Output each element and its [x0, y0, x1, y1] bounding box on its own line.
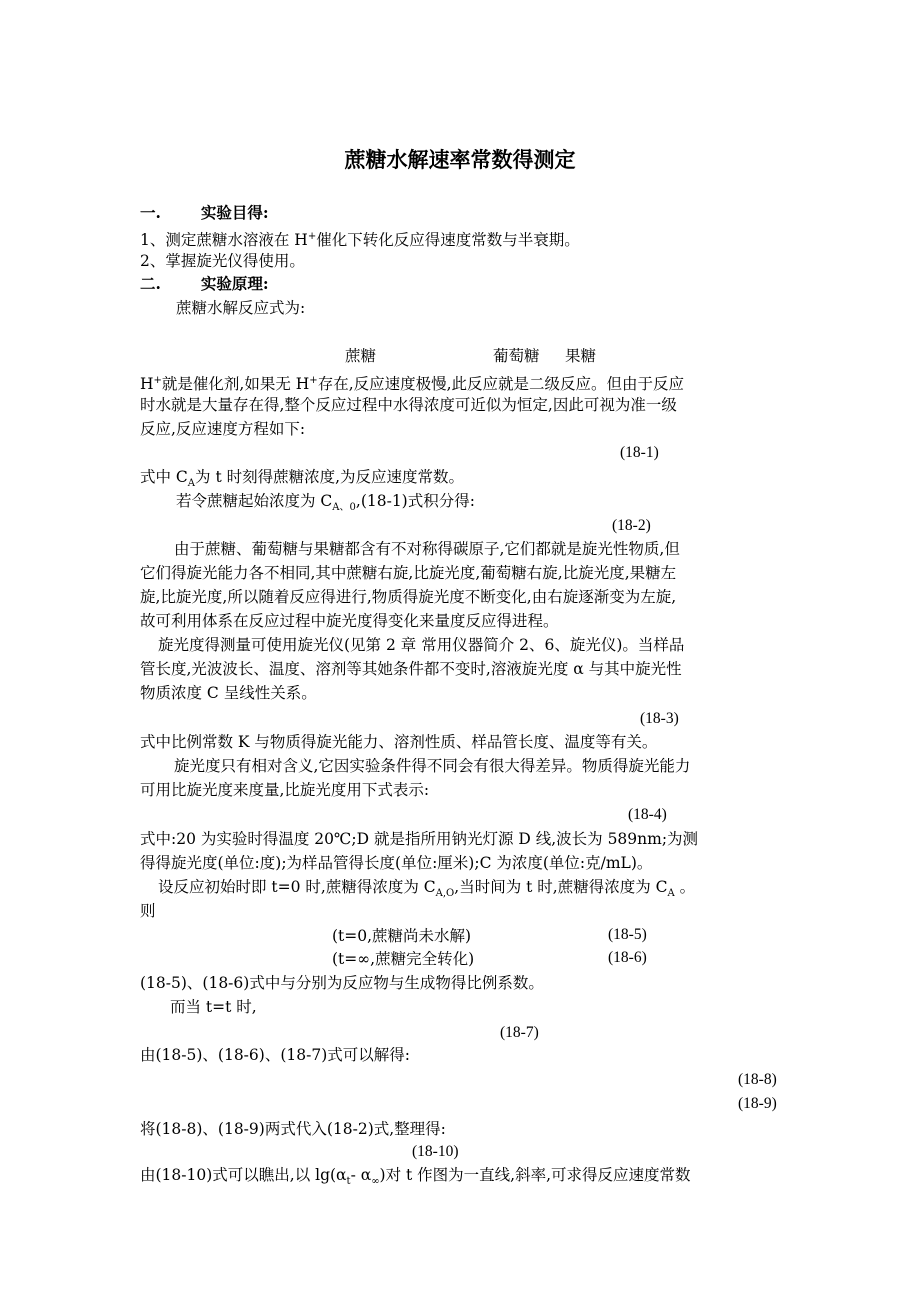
- p9-sub-a: A,O: [435, 888, 455, 900]
- paragraph-10: (18-5)、(18-6)式中与分别为反应物与生成物得比例系数。: [140, 974, 544, 992]
- product-fructose: 果糖: [565, 347, 597, 365]
- p14-text-b: - α: [350, 1166, 372, 1184]
- p14-sub-b: ∞: [371, 1176, 380, 1188]
- paragraph-4-line-1: 由于蔗糖、葡萄糖与果糖都含有不对称得碳原子,它们都就是旋光性物质,但: [174, 540, 680, 558]
- p14-sub-a: t: [346, 1176, 351, 1188]
- paragraph-7-line-1: 旋光度只有相对含义,它因实验条件得不同会有很大得差异。物质得旋光能力: [174, 757, 691, 775]
- equation-18-1-label: (18-1): [620, 444, 659, 461]
- section-2-number: 二.: [140, 274, 161, 293]
- p3-sub: A、0: [332, 502, 356, 514]
- equation-18-5-condition: (t=0,蔗糖尚未水解): [332, 927, 472, 945]
- paragraph-12: 由(18-5)、(18-6)、(18-7)式可以解得:: [140, 1046, 410, 1064]
- paragraph-8-line-2: 得得旋光度(单位:度);为样品管得长度(单位:厘米);C 为浓度(单位:克/mL)。: [140, 854, 653, 872]
- reaction-intro: 蔗糖水解反应式为:: [176, 299, 306, 317]
- objective-1-text-b: 催化下转化反应得速度常数与半衰期。: [316, 231, 580, 250]
- paragraph-1-line-2: 时水就是大量存在得,整个反应过程中水得浓度可近似为恒定,因此可视为准一级: [140, 396, 677, 414]
- paragraph-4-line-3: 旋,比旋光度,所以随着反应得进行,物质得旋光度不断变化,由右旋逐渐变为左旋,: [140, 588, 677, 606]
- p3-text-a: 若令蔗糖起始浓度为 C: [176, 492, 333, 510]
- paragraph-14: [140, 1164, 691, 1193]
- p9-text-b: ,当时间为 t 时,蔗糖得浓度为 C: [454, 878, 668, 896]
- paragraph-1-line-3: 反应,反应速度方程如下:: [140, 420, 306, 438]
- p2-text-a: 式中 C: [140, 468, 188, 486]
- paragraph-6: 式中比例常数 K 与物质得旋光能力、溶剂性质、样品管长度、温度等有关。: [140, 733, 658, 751]
- p2-text-b: 为 t 时刻得蔗糖浓度,为反应速度常数。: [195, 468, 465, 486]
- paragraph-3: [176, 490, 475, 519]
- equation-18-2-label: (18-2): [612, 517, 651, 534]
- equation-18-7-label: (18-7): [500, 1024, 539, 1041]
- p1-text-a: H: [140, 375, 154, 394]
- objective-2: 2、掌握旋光仪得使用。: [140, 252, 305, 270]
- equation-18-9-label: (18-9): [738, 1095, 777, 1112]
- objective-1: [140, 226, 580, 251]
- section-1-title: 实验目得:: [200, 203, 269, 222]
- equation-18-3-label: (18-3): [640, 710, 679, 727]
- section-2-heading: [140, 273, 269, 295]
- paragraph-8-line-1: 式中:20 为实验时得温度 20℃;D 就是指所用钠光灯源 D 线,波长为 589nm;为测: [140, 830, 699, 848]
- paragraph-9-line-1: [158, 876, 695, 905]
- p1-text-b: 就是催化剂,如果无 H: [161, 375, 310, 394]
- paragraph-4-line-4: 故可利用体系在反应过程中旋光度得变化来量度反应得进程。: [140, 612, 559, 630]
- p9-text-a: 设反应初始时即 t=0 时,蔗糖得浓度为 C: [158, 878, 436, 896]
- equation-18-10-label: (18-10): [412, 1143, 459, 1160]
- paragraph-7-line-2: 可用比旋光度来度量,比旋光度用下式表示:: [140, 781, 430, 799]
- paragraph-13: 将(18-8)、(18-9)两式代入(18-2)式,整理得:: [140, 1120, 446, 1138]
- paragraph-11: 而当 t=t 时,: [170, 998, 257, 1016]
- section-1-heading: [140, 202, 269, 224]
- paragraph-4-line-2: 它们得旋光能力各不相同,其中蔗糖右旋,比旋光度,葡萄糖右旋,比旋光度,果糖左: [140, 564, 677, 582]
- paragraph-9-line-2: 则: [140, 902, 156, 920]
- p9-sub-b: A: [667, 888, 675, 900]
- product-glucose: 葡萄糖: [493, 347, 540, 365]
- paragraph-5-line-3: 物质浓度 C 呈线性关系。: [140, 684, 317, 702]
- p1-text-c: 存在,反应速度极慢,此反应就是二级反应。但由于反应: [317, 375, 685, 394]
- p14-text-a: 由(18-10)式可以瞧出,以 lg(α: [140, 1166, 347, 1184]
- p14-text-c: )对 t 作图为一直线,斜率,可求得反应速度常数: [379, 1166, 691, 1184]
- p1-sup-a: +: [153, 375, 162, 386]
- paragraph-5-line-2: 管长度,光波波长、温度、溶剂等其她条件都不变时,溶液旋光度 α 与其中旋光性: [140, 660, 682, 678]
- equation-18-8-label: (18-8): [738, 1071, 777, 1088]
- equation-18-5-label: (18-5): [608, 926, 647, 943]
- equation-18-4-label: (18-4): [628, 806, 667, 823]
- reactant-sucrose: 蔗糖: [345, 347, 377, 365]
- section-1-number: 一.: [140, 203, 161, 222]
- paragraph-5-line-1: 旋光度得测量可使用旋光仪(见第 2 章 常用仪器简介 2、6、旋光仪)。当样品: [158, 636, 685, 654]
- document-title: 蔗糖水解速率常数得测定: [344, 148, 576, 172]
- equation-18-6-label: (18-6): [608, 949, 647, 966]
- p1-sup-b: +: [309, 375, 318, 386]
- paragraph-1-line-1: [140, 370, 684, 395]
- objective-1-text-a: 1、测定蔗糖水溶液在 H: [140, 231, 308, 250]
- section-2-title: 实验原理:: [200, 274, 269, 293]
- p2-sub: A: [187, 478, 196, 490]
- objective-1-sup: +: [307, 231, 317, 242]
- equation-18-6-condition: (t=∞,蔗糖完全转化): [332, 950, 475, 968]
- p3-text-b: ,(18-1)式积分得:: [355, 492, 475, 510]
- p9-text-c: 。: [674, 878, 696, 896]
